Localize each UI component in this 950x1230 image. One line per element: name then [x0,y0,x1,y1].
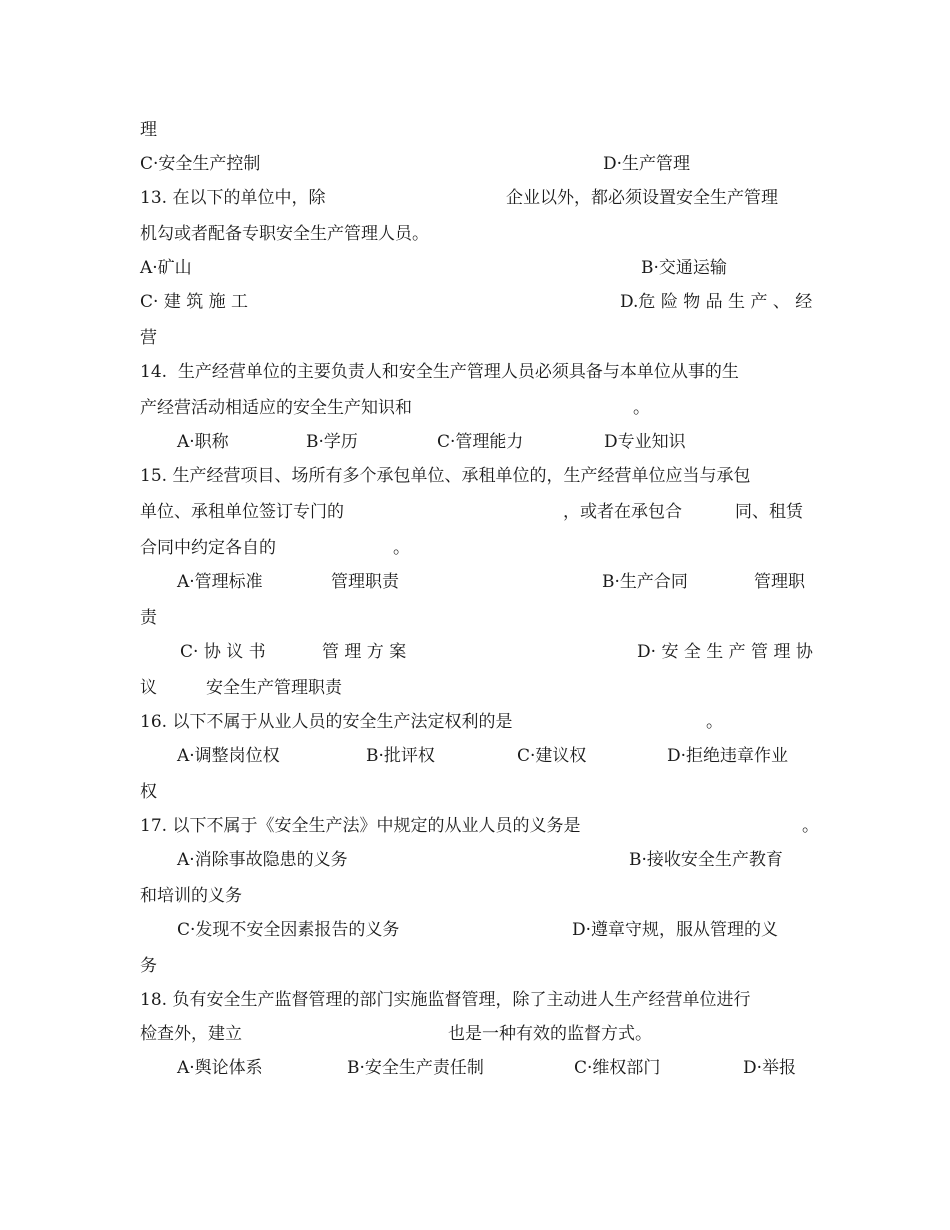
text-line: 理 [140,120,157,140]
option-c: C·发现不安全因素报告的义务 [177,920,400,940]
text-line: 。 [802,816,819,836]
text-line: 单位、承租单位签订专门的 [140,502,344,522]
option-b: B·生产合同 [602,572,688,592]
text-line: 和培训的义务 [140,886,242,906]
text-line: 安全生产管理职责 [206,678,342,698]
option-c: C·管理能力 [437,432,524,452]
option-c: C· 建 筑 施 工 [140,292,249,312]
option-a: A·职称 [177,432,229,452]
question-18: 18. 负有安全生产监督管理的部门实施监督管理，除了主动进人生产经营单位进行 [140,990,751,1010]
question-17: 17. 以下不属于《安全生产法》中规定的从业人员的义务是 [140,816,581,836]
question-15: 15. 生产经营项目、场所有多个承包单位、承租单位的，生产经营单位应当与承包 [140,466,751,486]
option-d: D专业知识 [604,432,686,452]
text-line: 同、租赁 [735,502,803,522]
option-a: A·消除事故隐患的义务 [177,850,348,870]
option-d: D·生产管理 [603,154,691,174]
option-a: A·管理标准 [177,572,263,592]
text-line: 权 [140,782,157,802]
text-line: ，或者在承包合 [563,502,682,522]
option-d: D·举报 [743,1058,797,1078]
text-line: 议 [140,678,157,698]
option-a: A·调整岗位权 [177,746,280,766]
option-b: B·安全生产责任制 [347,1058,484,1078]
option-c-cont: 管 理 方 案 [322,642,407,662]
text-line: 。 [633,398,650,418]
option-a-cont: 管理职责 [331,572,399,592]
option-d: D· 安 全 生 产 管 理 协 [637,642,813,662]
text-line: 合同中约定各自的 [140,538,276,558]
option-d: D·拒绝违章作业 [667,746,789,766]
text-line: 产经营活动相适应的安全生产知识和 [140,398,412,418]
text-line: 营 [140,328,157,348]
option-d: D·遵章守规，服从管理的义 [572,920,779,940]
option-b: B·交通运输 [641,258,727,278]
option-c: C·建议权 [517,746,587,766]
question-14: 14. 生产经营单位的主要负责人和安全生产管理人员必须具备与本单位从事的生 [140,362,739,382]
option-c: C·维权部门 [574,1058,661,1078]
option-d: D.危 险 物 品 生 产 、 经 [620,292,813,312]
option-a: A·矿山 [140,258,192,278]
option-b: B·批评权 [366,746,435,766]
option-b: B·接收安全生产教育 [629,850,783,870]
question-13: 13. 在以下的单位中，除 [140,188,326,208]
text-line: 责 [140,608,157,628]
text-line: 检查外，建立 [140,1024,242,1044]
text-line: 机勾或者配备专职安全生产管理人员。 [140,224,429,244]
option-b-cont: 管理职 [754,572,805,592]
option-c: C· 协 议 书 [180,642,266,662]
text-line: 。 [393,538,410,558]
question-13-cont: 企业以外，都必须设置安全生产管理 [506,188,778,208]
question-16: 16. 以下不属于从业人员的安全生产法定权利的是 [140,712,513,732]
option-c: C·安全生产控制 [140,154,261,174]
text-line: 务 [140,956,157,976]
option-a: A·舆论体系 [177,1058,263,1078]
option-b: B·学历 [306,432,358,452]
text-line: 也是一种有效的监督方式。 [448,1024,652,1044]
text-line: 。 [706,712,723,732]
